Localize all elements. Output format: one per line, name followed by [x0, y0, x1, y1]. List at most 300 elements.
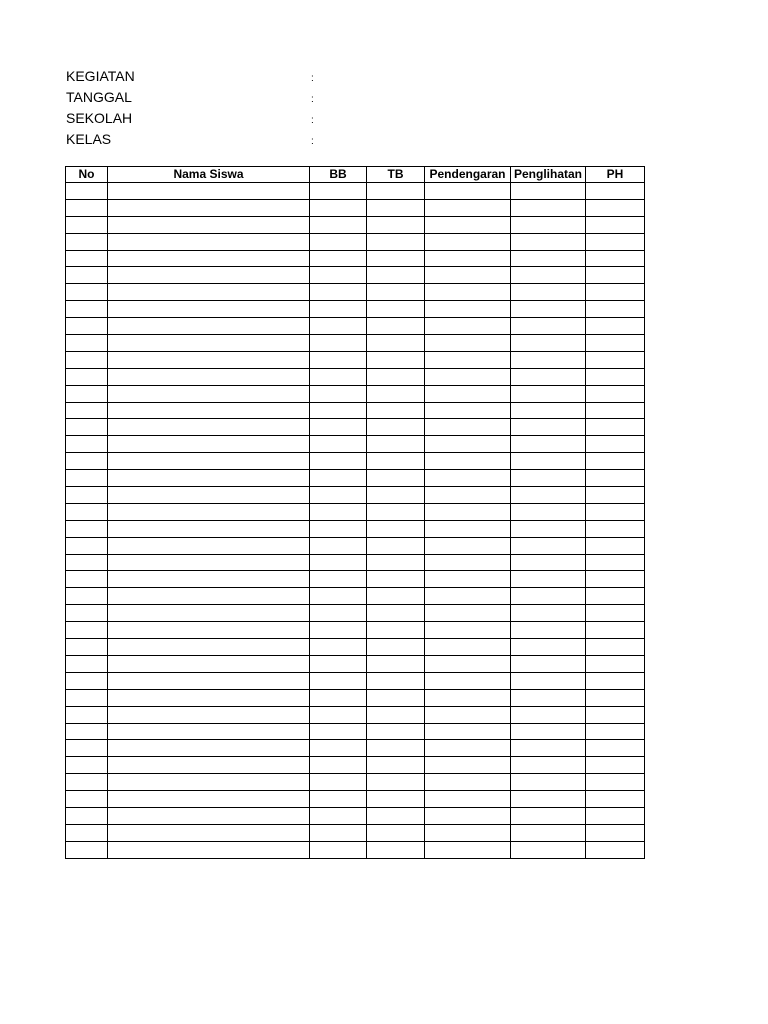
- table-cell: [367, 655, 425, 672]
- table-cell: [108, 706, 310, 723]
- table-cell: [66, 740, 108, 757]
- table-cell: [586, 520, 645, 537]
- table-row: [66, 622, 645, 639]
- table-cell: [511, 622, 586, 639]
- table-row: [66, 774, 645, 791]
- table-cell: [367, 233, 425, 250]
- table-cell: [108, 385, 310, 402]
- table-cell: [425, 301, 511, 318]
- info-label: KEGIATAN: [66, 68, 135, 84]
- table-cell: [511, 470, 586, 487]
- table-cell: [310, 571, 367, 588]
- table-cell: [108, 639, 310, 656]
- table-cell: [66, 605, 108, 622]
- table-cell: [511, 571, 586, 588]
- table-cell: [511, 267, 586, 284]
- table-cell: [367, 757, 425, 774]
- table-row: [66, 250, 645, 267]
- table-cell: [310, 706, 367, 723]
- table-cell: [108, 436, 310, 453]
- table-cell: [586, 419, 645, 436]
- table-cell: [108, 774, 310, 791]
- table-cell: [367, 824, 425, 841]
- table-cell: [586, 571, 645, 588]
- student-table: [65, 166, 645, 859]
- table-cell: [310, 183, 367, 200]
- table-cell: [586, 487, 645, 504]
- table-cell: [511, 520, 586, 537]
- table-row: [66, 267, 645, 284]
- table-cell: [310, 554, 367, 571]
- table-cell: [66, 537, 108, 554]
- table-row: [66, 655, 645, 672]
- table-cell: [367, 250, 425, 267]
- table-cell: [367, 503, 425, 520]
- table-cell: [66, 318, 108, 335]
- table-cell: [511, 368, 586, 385]
- table-cell: [310, 605, 367, 622]
- table-cell: [425, 267, 511, 284]
- table-cell: [367, 183, 425, 200]
- table-row: [66, 183, 645, 200]
- table-row: [66, 605, 645, 622]
- table-cell: [367, 841, 425, 858]
- table-cell: [66, 385, 108, 402]
- table-cell: [310, 250, 367, 267]
- info-block: [66, 66, 366, 150]
- table-cell: [310, 402, 367, 419]
- table-cell: [425, 689, 511, 706]
- table-cell: [511, 419, 586, 436]
- table-row: [66, 791, 645, 808]
- table-cell: [425, 419, 511, 436]
- table-cell: [511, 537, 586, 554]
- table-cell: [66, 571, 108, 588]
- table-cell: [66, 216, 108, 233]
- table-row: [66, 807, 645, 824]
- table-cell: [367, 368, 425, 385]
- table-cell: [367, 554, 425, 571]
- table-cell: [511, 284, 586, 301]
- table-cell: [108, 368, 310, 385]
- column-header-bb: BB: [310, 167, 367, 183]
- table-cell: [66, 487, 108, 504]
- table-cell: [425, 284, 511, 301]
- table-cell: [310, 537, 367, 554]
- table-cell: [367, 199, 425, 216]
- table-cell: [66, 419, 108, 436]
- table-cell: [367, 520, 425, 537]
- info-colon: :: [311, 73, 314, 84]
- table-cell: [511, 301, 586, 318]
- table-cell: [108, 520, 310, 537]
- table-cell: [511, 655, 586, 672]
- table-cell: [108, 402, 310, 419]
- table-cell: [425, 233, 511, 250]
- table-cell: [586, 807, 645, 824]
- table-cell: [367, 335, 425, 352]
- table-cell: [425, 672, 511, 689]
- table-cell: [586, 335, 645, 352]
- table-cell: [425, 335, 511, 352]
- info-colon: :: [311, 115, 314, 126]
- table-row: [66, 453, 645, 470]
- table-cell: [425, 250, 511, 267]
- table-cell: [310, 436, 367, 453]
- table-cell: [511, 723, 586, 740]
- info-row-sekolah: [66, 108, 366, 129]
- table-cell: [367, 672, 425, 689]
- table-cell: [425, 487, 511, 504]
- table-cell: [66, 655, 108, 672]
- table-cell: [586, 503, 645, 520]
- table-cell: [108, 351, 310, 368]
- table-cell: [310, 740, 367, 757]
- table-cell: [66, 622, 108, 639]
- table-cell: [66, 436, 108, 453]
- column-header-no: No: [66, 167, 108, 183]
- table-row: [66, 385, 645, 402]
- table-cell: [367, 402, 425, 419]
- table-cell: [425, 655, 511, 672]
- table-cell: [425, 520, 511, 537]
- table-cell: [108, 183, 310, 200]
- table-cell: [367, 453, 425, 470]
- table-row: [66, 233, 645, 250]
- table-cell: [586, 689, 645, 706]
- table-cell: [511, 639, 586, 656]
- table-cell: [108, 233, 310, 250]
- table-cell: [367, 622, 425, 639]
- table-cell: [367, 419, 425, 436]
- table-row: [66, 284, 645, 301]
- table-cell: [310, 723, 367, 740]
- table-cell: [425, 216, 511, 233]
- table-cell: [310, 335, 367, 352]
- table-cell: [310, 199, 367, 216]
- table-cell: [425, 453, 511, 470]
- table-cell: [425, 183, 511, 200]
- table-cell: [511, 706, 586, 723]
- table-cell: [66, 199, 108, 216]
- table-cell: [66, 250, 108, 267]
- info-colon: :: [311, 136, 314, 147]
- table-cell: [108, 503, 310, 520]
- table-cell: [367, 588, 425, 605]
- table-cell: [425, 588, 511, 605]
- table-cell: [108, 318, 310, 335]
- table-cell: [108, 199, 310, 216]
- table-cell: [310, 351, 367, 368]
- table-cell: [310, 791, 367, 808]
- table-cell: [586, 757, 645, 774]
- column-header-penglihatan: Penglihatan: [511, 167, 586, 183]
- table-cell: [586, 199, 645, 216]
- table-cell: [367, 436, 425, 453]
- table-cell: [66, 824, 108, 841]
- table-cell: [511, 351, 586, 368]
- table-cell: [586, 774, 645, 791]
- table-cell: [66, 639, 108, 656]
- table-cell: [367, 216, 425, 233]
- table-cell: [310, 318, 367, 335]
- table-row: [66, 351, 645, 368]
- table-cell: [586, 588, 645, 605]
- table-cell: [425, 807, 511, 824]
- info-colon: :: [311, 94, 314, 105]
- table-cell: [425, 639, 511, 656]
- table-cell: [108, 689, 310, 706]
- table-cell: [425, 774, 511, 791]
- table-cell: [66, 183, 108, 200]
- table-cell: [367, 791, 425, 808]
- table-cell: [108, 554, 310, 571]
- table-cell: [511, 672, 586, 689]
- table-row: [66, 335, 645, 352]
- table-cell: [586, 639, 645, 656]
- table-cell: [310, 453, 367, 470]
- table-row: [66, 520, 645, 537]
- table-cell: [66, 807, 108, 824]
- table-cell: [425, 757, 511, 774]
- table-cell: [310, 588, 367, 605]
- table-cell: [367, 571, 425, 588]
- table-cell: [586, 723, 645, 740]
- column-header-tb: TB: [367, 167, 425, 183]
- table-cell: [367, 284, 425, 301]
- table-cell: [66, 723, 108, 740]
- table-cell: [511, 233, 586, 250]
- table-cell: [108, 284, 310, 301]
- table-cell: [310, 824, 367, 841]
- table-cell: [108, 537, 310, 554]
- table-cell: [108, 672, 310, 689]
- table-cell: [66, 689, 108, 706]
- table-cell: [108, 655, 310, 672]
- table-row: [66, 487, 645, 504]
- table-cell: [108, 301, 310, 318]
- table-cell: [66, 706, 108, 723]
- table-cell: [586, 537, 645, 554]
- table-cell: [66, 453, 108, 470]
- table-cell: [586, 233, 645, 250]
- table-row: [66, 216, 645, 233]
- table-cell: [586, 605, 645, 622]
- table-cell: [511, 250, 586, 267]
- table-cell: [66, 588, 108, 605]
- table-cell: [310, 639, 367, 656]
- table-row: [66, 571, 645, 588]
- table-cell: [511, 554, 586, 571]
- table-cell: [367, 639, 425, 656]
- table-cell: [66, 301, 108, 318]
- table-cell: [66, 470, 108, 487]
- table-cell: [108, 824, 310, 841]
- table-cell: [511, 318, 586, 335]
- table-row: [66, 841, 645, 858]
- table-cell: [310, 487, 367, 504]
- table-cell: [425, 740, 511, 757]
- column-header-nama-siswa: Nama Siswa: [108, 167, 310, 183]
- table-cell: [310, 655, 367, 672]
- table-cell: [108, 723, 310, 740]
- table-cell: [425, 706, 511, 723]
- table-cell: [66, 841, 108, 858]
- table-cell: [108, 791, 310, 808]
- table-cell: [367, 807, 425, 824]
- info-label: SEKOLAH: [66, 110, 133, 126]
- table-cell: [511, 740, 586, 757]
- table-cell: [310, 470, 367, 487]
- table-cell: [425, 554, 511, 571]
- table-cell: [108, 267, 310, 284]
- table-cell: [108, 807, 310, 824]
- table-cell: [367, 723, 425, 740]
- table-cell: [511, 199, 586, 216]
- table-cell: [425, 385, 511, 402]
- table-cell: [108, 622, 310, 639]
- table-cell: [66, 267, 108, 284]
- table-cell: [367, 740, 425, 757]
- info-row-kelas: [66, 129, 366, 150]
- table-cell: [586, 436, 645, 453]
- table-cell: [310, 301, 367, 318]
- table-cell: [586, 655, 645, 672]
- table-cell: [108, 757, 310, 774]
- table-header-row: [66, 167, 645, 183]
- table-cell: [586, 622, 645, 639]
- table-cell: [586, 351, 645, 368]
- table-cell: [108, 453, 310, 470]
- table-cell: [511, 385, 586, 402]
- table-cell: [310, 284, 367, 301]
- table-cell: [425, 503, 511, 520]
- table-cell: [367, 537, 425, 554]
- table-row: [66, 723, 645, 740]
- table-cell: [586, 453, 645, 470]
- table-cell: [310, 520, 367, 537]
- table-cell: [425, 368, 511, 385]
- table-cell: [425, 622, 511, 639]
- table-cell: [586, 385, 645, 402]
- info-label: KELAS: [66, 131, 112, 147]
- table-cell: [511, 791, 586, 808]
- table-cell: [425, 824, 511, 841]
- table-cell: [586, 791, 645, 808]
- table-cell: [66, 672, 108, 689]
- table-row: [66, 301, 645, 318]
- table-cell: [367, 689, 425, 706]
- table-cell: [511, 216, 586, 233]
- table-row: [66, 436, 645, 453]
- table-row: [66, 757, 645, 774]
- table-cell: [66, 520, 108, 537]
- table-cell: [511, 824, 586, 841]
- table-body: [66, 183, 645, 859]
- table-cell: [310, 841, 367, 858]
- table-row: [66, 706, 645, 723]
- table-cell: [108, 487, 310, 504]
- table-cell: [586, 284, 645, 301]
- table-cell: [310, 385, 367, 402]
- table-cell: [310, 672, 367, 689]
- table-cell: [586, 183, 645, 200]
- table-cell: [586, 301, 645, 318]
- table-cell: [511, 335, 586, 352]
- table-cell: [310, 233, 367, 250]
- table-cell: [511, 605, 586, 622]
- table-cell: [586, 318, 645, 335]
- table-row: [66, 419, 645, 436]
- table-cell: [586, 216, 645, 233]
- table-cell: [511, 503, 586, 520]
- table-cell: [511, 487, 586, 504]
- table-cell: [425, 436, 511, 453]
- table-cell: [66, 233, 108, 250]
- table-cell: [367, 605, 425, 622]
- table-cell: [586, 824, 645, 841]
- table-cell: [66, 335, 108, 352]
- table-cell: [108, 841, 310, 858]
- table-cell: [586, 250, 645, 267]
- table-cell: [511, 841, 586, 858]
- table-cell: [425, 841, 511, 858]
- table-cell: [310, 807, 367, 824]
- table-cell: [66, 503, 108, 520]
- table-cell: [108, 470, 310, 487]
- table-row: [66, 402, 645, 419]
- table-cell: [367, 774, 425, 791]
- table-cell: [108, 740, 310, 757]
- table-cell: [108, 419, 310, 436]
- table-cell: [511, 807, 586, 824]
- table-cell: [310, 368, 367, 385]
- table-cell: [586, 740, 645, 757]
- table-cell: [108, 588, 310, 605]
- table-cell: [367, 706, 425, 723]
- table-row: [66, 740, 645, 757]
- table-cell: [425, 723, 511, 740]
- table-cell: [511, 436, 586, 453]
- table-cell: [511, 183, 586, 200]
- table-cell: [425, 318, 511, 335]
- table-row: [66, 588, 645, 605]
- table-row: [66, 537, 645, 554]
- table-cell: [586, 706, 645, 723]
- info-label: TANGGAL: [66, 89, 132, 105]
- table-cell: [586, 267, 645, 284]
- table-cell: [66, 368, 108, 385]
- table-cell: [511, 453, 586, 470]
- table-cell: [425, 537, 511, 554]
- table-cell: [425, 351, 511, 368]
- table-cell: [511, 757, 586, 774]
- table-cell: [66, 774, 108, 791]
- table-row: [66, 368, 645, 385]
- table-row: [66, 503, 645, 520]
- table-cell: [66, 757, 108, 774]
- table-cell: [367, 351, 425, 368]
- table-cell: [310, 757, 367, 774]
- table-row: [66, 824, 645, 841]
- table-row: [66, 689, 645, 706]
- table-cell: [511, 588, 586, 605]
- table-cell: [310, 216, 367, 233]
- table-row: [66, 199, 645, 216]
- table-cell: [367, 267, 425, 284]
- table-cell: [511, 774, 586, 791]
- table-cell: [367, 318, 425, 335]
